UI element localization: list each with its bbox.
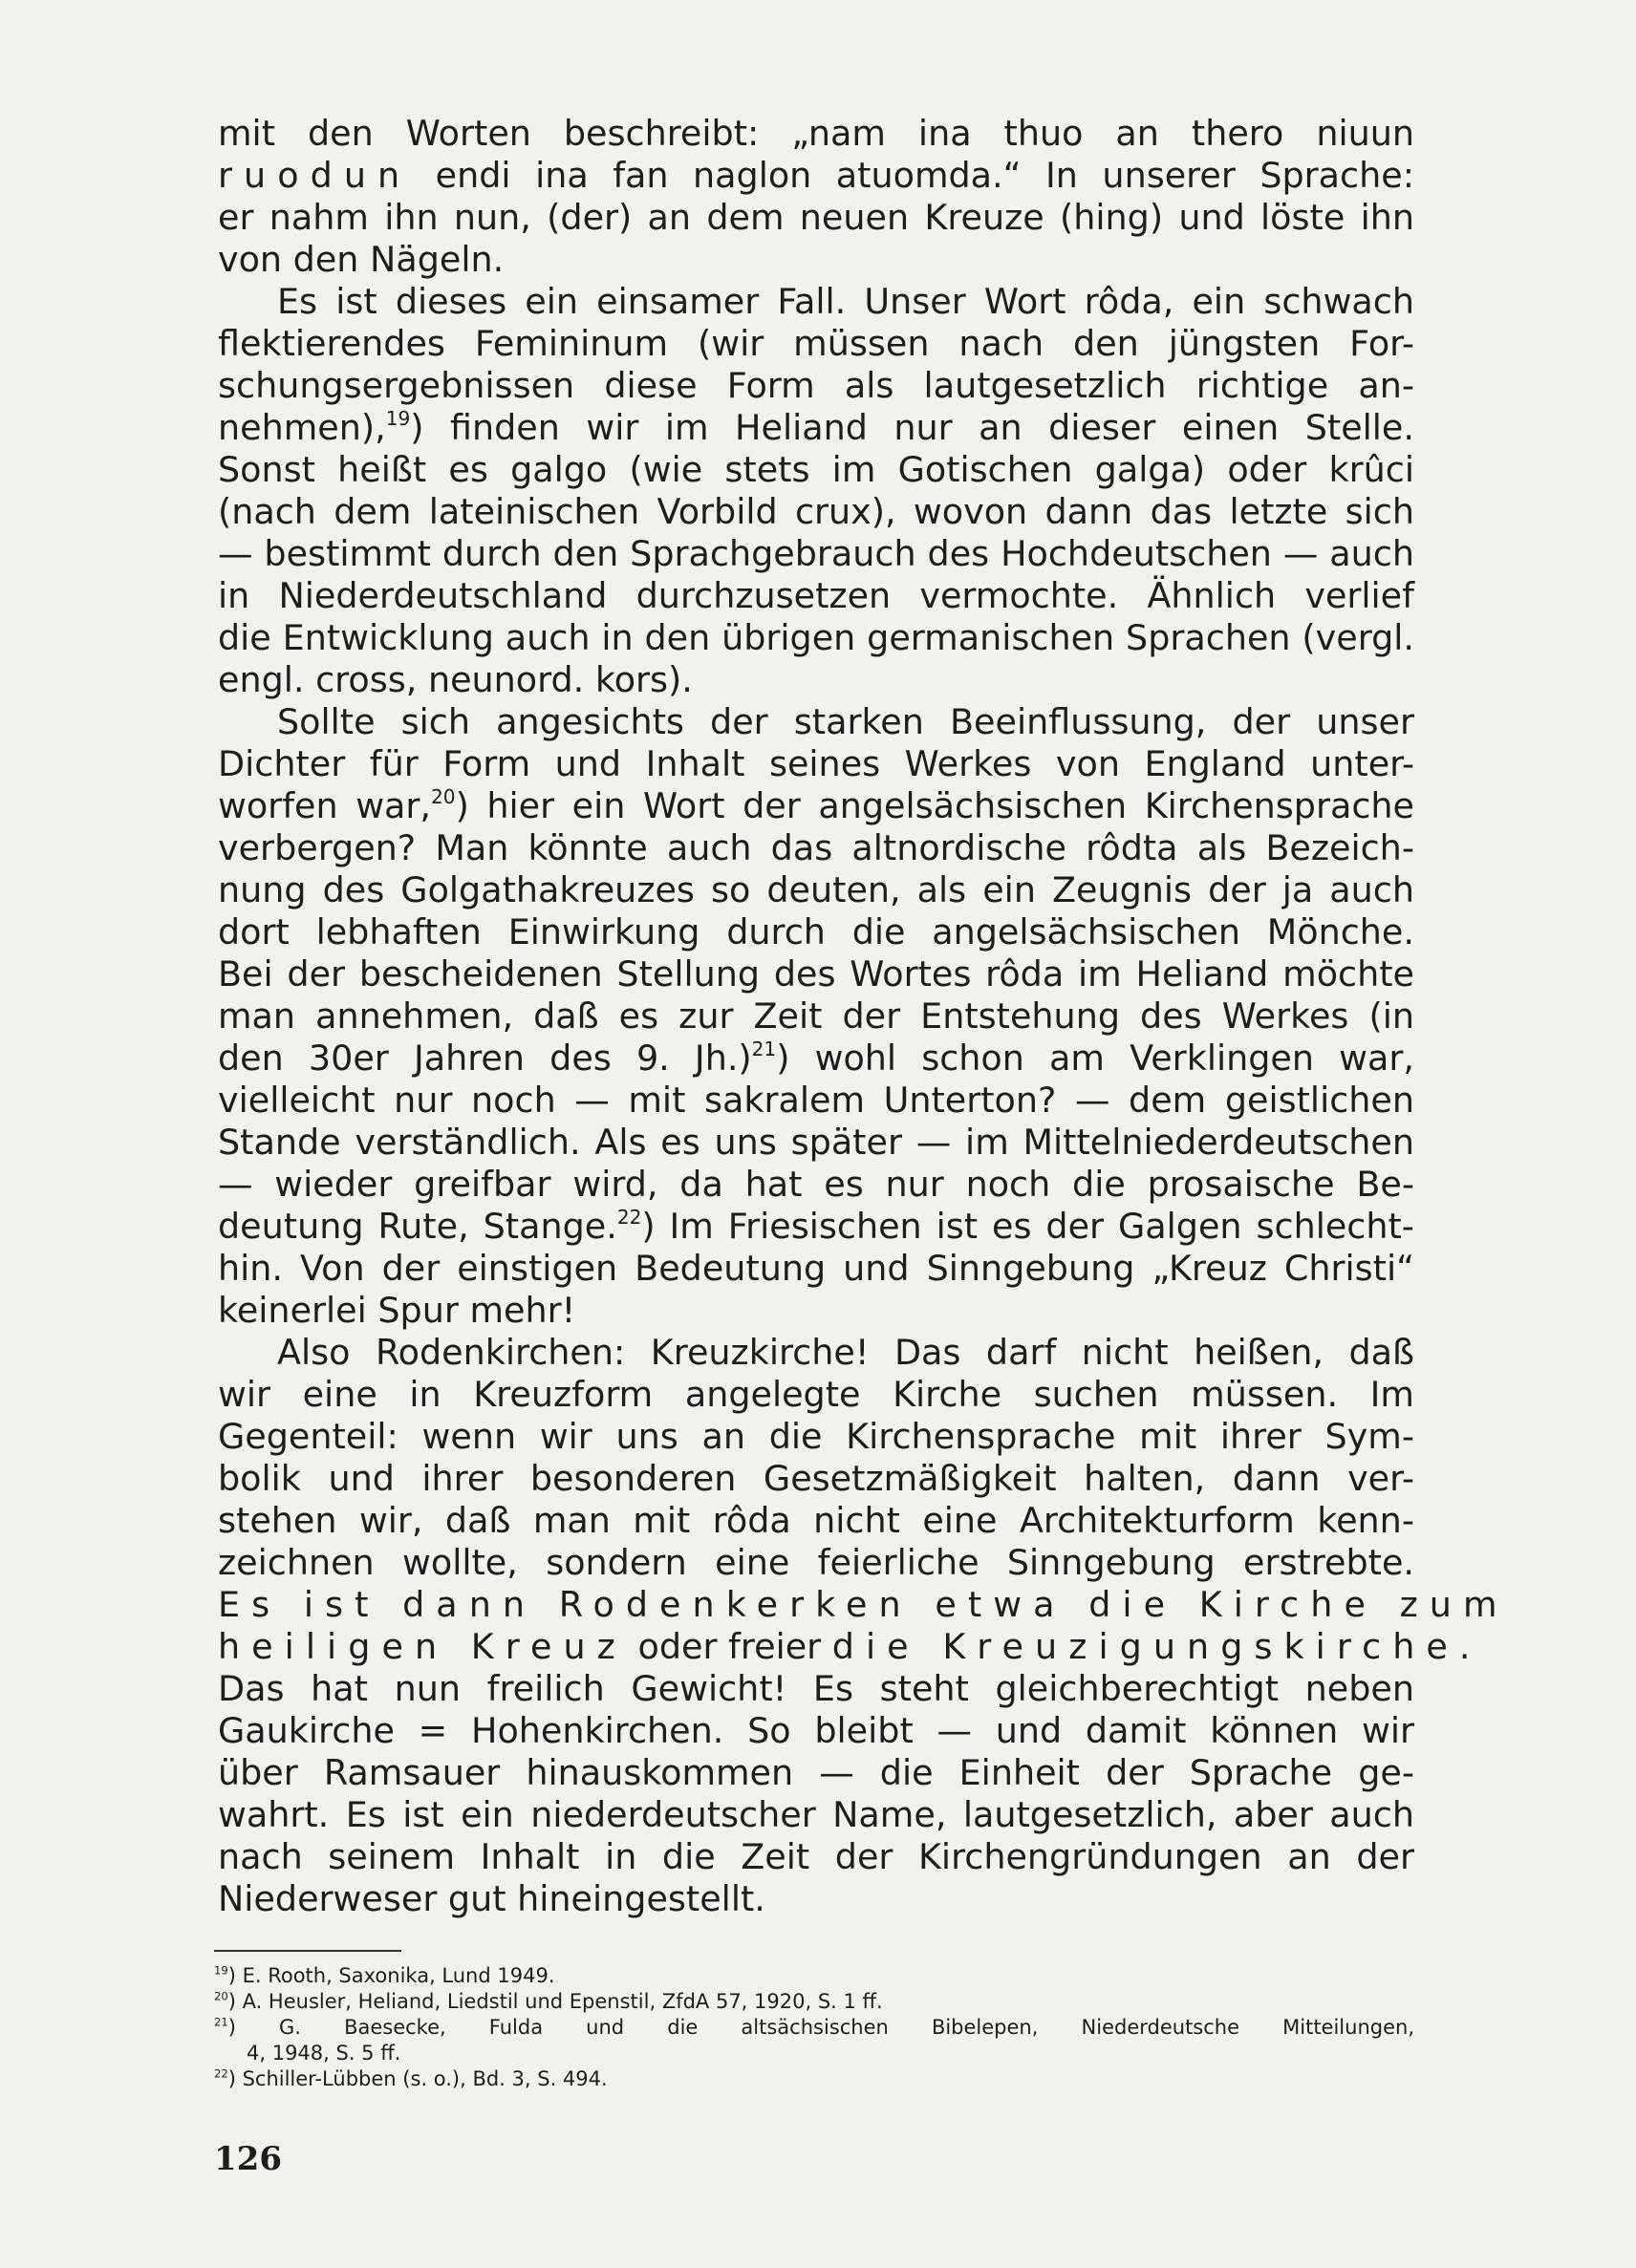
text-line: wahrt. Es ist ein niederdeutscher Name, lautgesetzlich, aber auch: [218, 1794, 1414, 1835]
text-line: nach seinem Inhalt in die Zeit der Kirchengründungen an der: [218, 1836, 1414, 1877]
text-line: — wieder greifbar wird, da hat es nur noch die prosaische Be-: [218, 1164, 1414, 1205]
text-line: Dichter für Form und Inhalt seines Werkes von England unter-: [218, 743, 1414, 784]
text-run: worfen war,: [218, 785, 432, 826]
body-text: [218, 113, 1509, 1920]
text-run: ) wohl schon am Verklingen war,: [776, 1038, 1414, 1079]
text-line: bolik und ihrer besonderen Gesetzmäßigkeit halten, dann ver-: [218, 1458, 1414, 1499]
text-line: die Entwicklung auch in den übrigen germanischen Sprachen (vergl.: [218, 617, 1414, 658]
text-line: [218, 785, 1414, 827]
footnote-text: Schiller-Lübben (s. o.), Bd. 3, S. 494.: [242, 2067, 608, 2090]
text-line: — bestimmt durch den Sprachgebrauch des Hochdeutschen — auch: [218, 533, 1414, 574]
text-line: zeichnen wollte, sondern eine feierliche Sinngebung erstrebte.: [218, 1542, 1414, 1583]
footnote-separator: [214, 1950, 401, 1952]
text-line: über Ramsauer hinauskommen — die Einheit der Sprache ge-: [218, 1752, 1414, 1793]
text-run: ) finden wir im Heliand nur an dieser einen Stelle.: [410, 407, 1414, 448]
footnote: $^{22}$) Schiller-Lübben (s. o.), Bd. 3, S. 494.: [214, 2066, 608, 2090]
text-line: [218, 1038, 1414, 1080]
text-line: mit den Worten beschreibt: „nam ina thuo an thero niuun: [218, 113, 1414, 154]
text-line: [218, 1626, 1482, 1668]
text-line: hin. Von der einstigen Bedeutung und Sinngebung „Kreuz Christi“: [218, 1248, 1414, 1289]
text-line: Es ist dieses ein einsamer Fall. Unser Wort rôda, ein schwach: [277, 281, 1414, 322]
page-number: 126: [214, 2140, 282, 2178]
text-run: endi ina fan naglon atuomda.“ In unserer Sprache:: [411, 155, 1414, 196]
text-line: Sollte sich angesichts der starken Beeinflussung, der unser: [277, 701, 1414, 742]
text-line: [218, 155, 1414, 197]
footnote-continuation: 4, 1948, S. 5 ff.: [247, 2042, 401, 2065]
text-run: oder freier: [626, 1626, 832, 1667]
text-line: man annehmen, daß es zur Zeit der Entstehung des Werkes (in: [218, 995, 1414, 1037]
spaced-emphasis: heiligen Kreuz: [218, 1626, 627, 1667]
text-line: Gaukirche = Hohenkirchen. So bleibt — und damit können wir: [218, 1710, 1414, 1751]
text-line: Also Rodenkirchen: Kreuzkirche! Das darf nicht heißen, daß: [277, 1332, 1414, 1373]
text-line: [218, 1584, 1509, 1626]
footnote-text: E. Rooth, Saxonika, Lund 1949.: [242, 1964, 555, 1987]
text-line: Das hat nun freilich Gewicht! Es steht gleichberechtigt neben: [218, 1668, 1414, 1709]
text-line: engl. cross, neunord. kors).: [218, 659, 693, 700]
spaced-emphasis: die Kreuzigungskirche.: [831, 1626, 1482, 1667]
spaced-emphasis: Es ist dann Rodenkerken etwa die Kirche zum: [218, 1584, 1509, 1625]
text-line: er nahm ihn nun, (der) an dem neuen Kreuze (hing) und löste ihn: [218, 197, 1414, 238]
text-line: Sonst heißt es galgo (wie stets im Gotischen galga) oder krûci: [218, 449, 1414, 490]
text-line: Bei der bescheidenen Stellung des Wortes rôda im Heliand möchte: [218, 953, 1414, 995]
text-line: flektierendes Femininum (wir müssen nach den jüngsten For-: [218, 323, 1414, 364]
footnote-ref: 19: [385, 406, 411, 430]
footnote-ref: 22: [616, 1205, 642, 1229]
text-run: nehmen),: [218, 407, 386, 448]
text-line: von den Nägeln.: [218, 239, 505, 280]
footnote: $^{20}$) A. Heusler, Heliand, Liedstil und Epenstil, ZfdA 57, 1920, S. 1 ff.: [214, 1989, 883, 2013]
footnote-ref: 21: [751, 1037, 777, 1060]
text-line: dort lebhaften Einwirkung durch die angelsächsischen Mönche.: [218, 911, 1414, 952]
footnote-number: 19: [214, 1963, 228, 1978]
text-line: [218, 1206, 1414, 1248]
footnote: $^{21}$) G. Baesecke, Fulda und die altsächsischen Bibelepen, Niederdeutsche Mitteilungen,: [214, 2015, 1414, 2039]
text-line: Stande verständlich. Als es uns später — im Mittelniederdeutschen: [218, 1122, 1414, 1163]
text-run: deutung Rute, Stange.: [218, 1206, 617, 1247]
text-line: stehen wir, daß man mit rôda nicht eine Architekturform kenn-: [218, 1500, 1414, 1541]
text-run: ) Im Friesischen ist es der Galgen schlecht-: [641, 1206, 1414, 1247]
text-line: Gegenteil: wenn wir uns an die Kirchensprache mit ihrer Sym-: [218, 1416, 1414, 1457]
text-run: den 30er Jahren des 9. Jh.): [218, 1038, 752, 1079]
spaced-emphasis: ruodun: [218, 155, 412, 196]
footnote-ref: 20: [431, 784, 456, 808]
text-line: Niederweser gut hineingestellt.: [218, 1878, 765, 1919]
text-line: schungsergebnissen diese Form als lautgesetzlich richtige an-: [218, 365, 1414, 406]
text-line: in Niederdeutschland durchzusetzen vermochte. Ähnlich verlief: [218, 575, 1414, 616]
footnote: $^{19}$) E. Rooth, Saxonika, Lund 1949.: [214, 1963, 555, 1987]
footnote-text: A. Heusler, Heliand, Liedstil und Epenstil, ZfdA 57, 1920, S. 1 ff.: [242, 1990, 883, 2013]
text-line: vielleicht nur noch — mit sakralem Unterton? — dem geistlichen: [218, 1080, 1414, 1121]
text-line: [218, 407, 1414, 449]
footnote-number: 21: [214, 2015, 228, 2029]
footnote-number: 20: [214, 1989, 228, 2003]
footnote-number: 22: [214, 2066, 228, 2081]
text-line: (nach dem lateinischen Vorbild crux), wovon dann das letzte sich: [218, 491, 1414, 532]
text-line: wir eine in Kreuzform angelegte Kirche suchen müssen. Im: [218, 1374, 1414, 1415]
text-line: verbergen? Man könnte auch das altnordische rôdta als Bezeich-: [218, 827, 1414, 868]
footnotes: [214, 1963, 1414, 2092]
text-line: keinerlei Spur mehr!: [218, 1290, 576, 1331]
text-run: ) hier ein Wort der angelsächsischen Kirchensprache: [455, 785, 1415, 826]
text-line: nung des Golgathakreuzes so deuten, als ein Zeugnis der ja auch: [218, 869, 1414, 910]
footnote-text: G. Baesecke, Fulda und die altsächsischen Bibelepen, Niederdeutsche Mitteilungen,: [279, 2016, 1414, 2039]
